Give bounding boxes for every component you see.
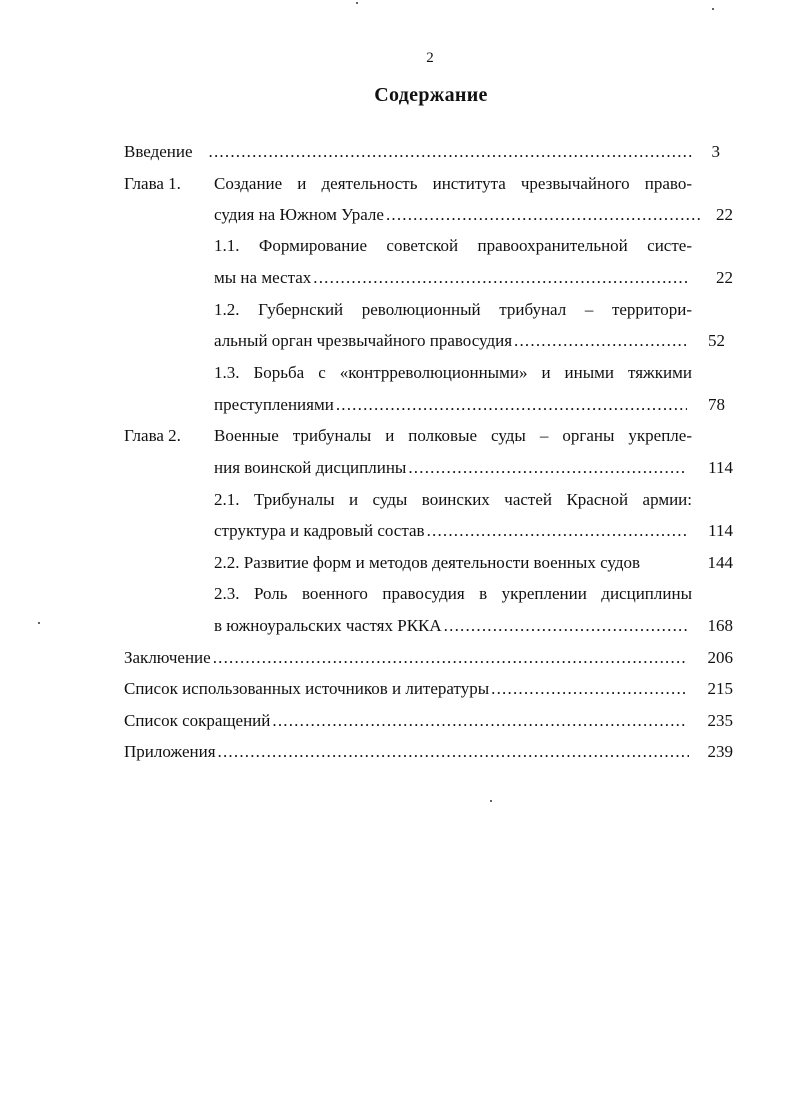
- toc-entry-section-1-3-line2[interactable]: [214, 395, 690, 415]
- toc-entry-section-2-1-line1[interactable]: 2.1. Трибуналы и суды воинских частей Красной армии:: [214, 490, 692, 509]
- page-title: Содержание: [374, 84, 488, 106]
- toc-entry-label: мы на местах: [214, 268, 312, 287]
- dot-leader: [336, 395, 687, 415]
- dot-leader: [213, 648, 687, 668]
- toc-entry-label: Список использованных источников и литературы: [124, 679, 490, 698]
- toc-entry-label: судия на Южном Урале: [214, 205, 384, 224]
- toc-page-number: 144: [707, 553, 733, 572]
- dot-leader: [491, 679, 687, 699]
- scan-speck: [712, 8, 714, 10]
- toc-page-number: 22: [716, 205, 733, 224]
- dot-leader: [218, 742, 689, 762]
- toc-entry-label: преступлениями: [214, 395, 334, 414]
- toc-entry-conclusion[interactable]: [124, 648, 690, 668]
- toc-entry-chapter1-line1[interactable]: Создание и деятельность института чрезвычайного право-: [214, 174, 692, 193]
- toc-entry-introduction[interactable]: [124, 142, 696, 162]
- toc-entry-chapter2-line1[interactable]: Военные трибуналы и полковые суды – органы укрепле-: [214, 426, 692, 445]
- toc-entry-label: Введение: [124, 142, 193, 161]
- scan-speck: [38, 622, 40, 624]
- toc-page-number: 22: [716, 268, 733, 287]
- toc-entry-appendices[interactable]: [124, 742, 692, 762]
- toc-entry-label: Список сокращений: [124, 711, 271, 730]
- toc-entry-section-1-2-line1[interactable]: 1.2. Губернский революционный трибунал – территори-: [214, 300, 692, 319]
- toc-entry-label: Заключение: [124, 648, 211, 667]
- toc-page-number: 52: [708, 331, 725, 350]
- toc-entry-section-1-3-line1[interactable]: 1.3. Борьба с «контрреволюционными» и иными тяжкими: [214, 363, 692, 382]
- toc-entry-label: Приложения: [124, 742, 216, 761]
- toc-entry-label: структура и кадровый состав: [214, 521, 425, 540]
- toc-entry-chapter1-line2[interactable]: [214, 205, 704, 225]
- toc-page-number: 235: [707, 711, 733, 730]
- toc-entry-abbreviations[interactable]: [124, 711, 690, 731]
- toc-entry-section-1-2-line2[interactable]: [214, 331, 692, 351]
- dot-leader: [514, 331, 689, 351]
- toc-entry-section-1-1-line1[interactable]: 1.1. Формирование советской правоохранительной систе-: [214, 236, 692, 255]
- toc-entry-section-2-2[interactable]: 2.2. Развитие форм и методов деятельности военных судов: [214, 553, 640, 572]
- toc-page-number: 114: [708, 458, 733, 477]
- dot-leader: [427, 521, 687, 541]
- dot-leader: [313, 268, 687, 288]
- scan-speck: [490, 800, 492, 802]
- scan-speck: [356, 2, 358, 4]
- dot-leader: [386, 205, 701, 225]
- toc-page-number: 3: [711, 142, 720, 161]
- toc-page-number: 239: [707, 742, 733, 761]
- toc-entry-label: ния воинской дисциплины: [214, 458, 407, 477]
- chapter-label: Глава 2.: [124, 426, 181, 445]
- toc-page-number: 114: [708, 521, 733, 540]
- toc-page-number: 168: [707, 616, 733, 635]
- toc-entry-section-1-1-line2[interactable]: [214, 268, 690, 288]
- toc-entry-section-2-1-line2[interactable]: [214, 521, 690, 541]
- page-number: 2: [426, 50, 434, 66]
- toc-entry-section-2-3-line1[interactable]: 2.3. Роль военного правосудия в укреплении дисциплины: [214, 584, 692, 603]
- toc-entry-chapter2-line2[interactable]: [214, 458, 690, 478]
- toc-entry-label: альный орган чрезвычайного правосудия: [214, 331, 513, 350]
- toc-page-number: 206: [707, 648, 733, 667]
- dot-leader: [444, 616, 687, 636]
- toc-entry-section-2-3-line2[interactable]: [214, 616, 690, 636]
- toc-entry-label: в южноуральских частях РККА: [214, 616, 442, 635]
- dot-leader: [272, 711, 687, 731]
- chapter-label: Глава 1.: [124, 174, 181, 193]
- toc-entry-sources[interactable]: [124, 679, 690, 699]
- dot-leader: [209, 142, 693, 162]
- dot-leader: [408, 458, 687, 478]
- toc-page-number: 78: [708, 395, 725, 414]
- toc-page-number: 215: [707, 679, 733, 698]
